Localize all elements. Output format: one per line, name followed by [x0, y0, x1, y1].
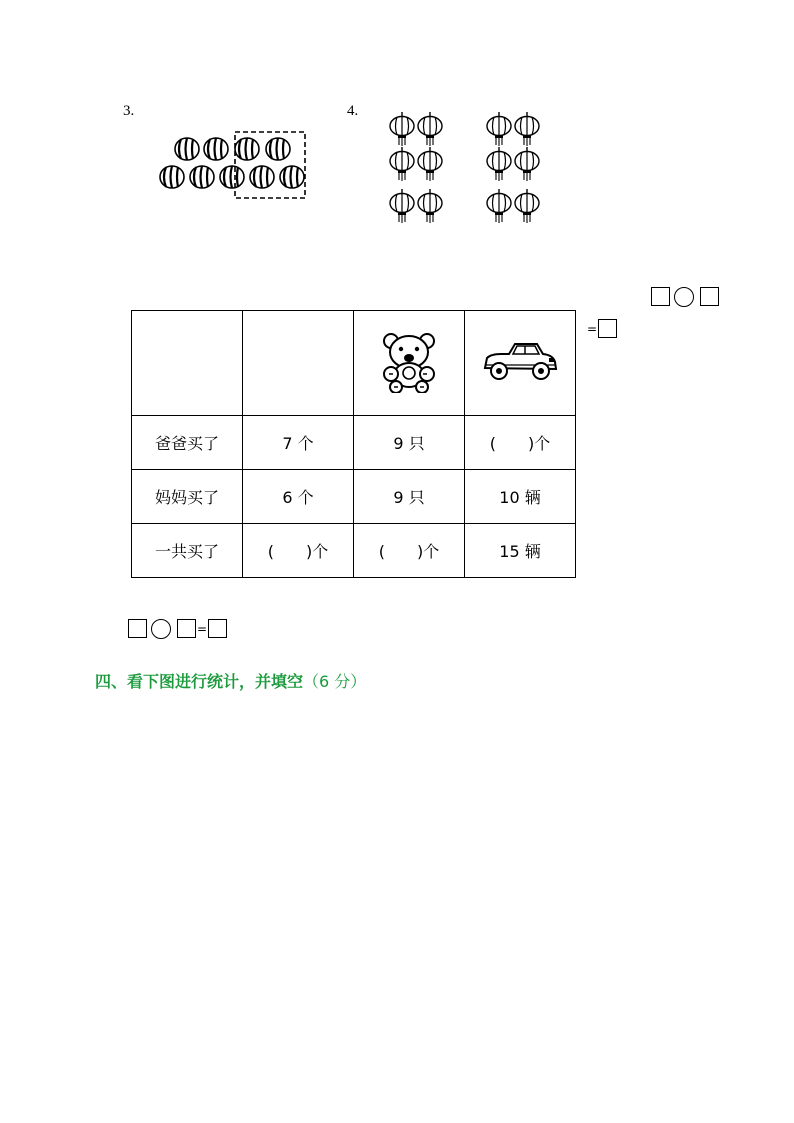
equation-top-row1 [651, 286, 719, 307]
table-row [132, 524, 576, 578]
purchase-table [131, 310, 576, 578]
watermelon-icon [280, 166, 304, 188]
table-cell: 9 只 [354, 416, 465, 470]
table-header-row [132, 311, 576, 416]
header-cell-car [465, 311, 576, 416]
table-cell: 10 辆 [465, 470, 576, 524]
answer-box[interactable] [651, 287, 670, 306]
lantern-icon [487, 147, 511, 181]
lantern-icon [487, 112, 511, 146]
header-cell-bear [354, 311, 465, 416]
problem-3-number: 3. [123, 103, 135, 119]
section-4-title: 四、看下图进行统计，并填空 [95, 672, 304, 691]
answer-box[interactable] [177, 619, 196, 638]
problem-4-number: 4. [347, 103, 359, 119]
lantern-icon [487, 189, 511, 223]
section-4-heading [95, 669, 366, 692]
operator-circle[interactable] [151, 619, 171, 639]
table-row [132, 470, 576, 524]
lantern-icon [515, 147, 539, 181]
lantern-icon [515, 189, 539, 223]
equals-sign: = [587, 321, 598, 336]
table-row [132, 416, 576, 470]
operator-circle[interactable] [674, 287, 694, 307]
table-cell: 7 个 [243, 416, 354, 470]
lantern-icon [418, 189, 442, 223]
lantern-icon [390, 189, 414, 223]
header-cell-blank [243, 311, 354, 416]
watermelon-icon [204, 138, 228, 160]
watermelon-icon [235, 138, 259, 160]
table-cell-blank-answer[interactable]: ( )个 [465, 416, 576, 470]
table-cell: 9 只 [354, 470, 465, 524]
table-cell-blank-answer[interactable]: ( )个 [243, 524, 354, 578]
table-cell: 6 个 [243, 470, 354, 524]
header-cell-empty [132, 311, 243, 416]
watermelon-icon [250, 166, 274, 188]
lantern-icon [390, 147, 414, 181]
watermelon-icon [190, 166, 214, 188]
equals-sign: = [197, 621, 208, 636]
watermelon-icon [266, 138, 290, 160]
lantern-icon [515, 112, 539, 146]
watermelon-group-illustration [155, 125, 315, 205]
watermelon-icon [160, 166, 184, 188]
lantern-icon [418, 112, 442, 146]
lantern-icon [418, 147, 442, 181]
equation-top-row2 [586, 318, 617, 338]
answer-box[interactable] [700, 287, 719, 306]
watermelon-icon [175, 138, 199, 160]
section-4-score: （6 分） [303, 672, 367, 691]
equation-bottom [128, 618, 227, 639]
answer-box[interactable] [208, 619, 227, 638]
row-label: 妈妈买了 [132, 470, 243, 524]
row-label: 爸爸买了 [132, 416, 243, 470]
table-cell: 15 辆 [465, 524, 576, 578]
watermelon-icon [220, 166, 244, 188]
lantern-icon [390, 112, 414, 146]
answer-box[interactable] [128, 619, 147, 638]
table-cell-blank-answer[interactable]: ( )个 [354, 524, 465, 578]
bear-icon [379, 329, 439, 393]
lantern-group-illustration [385, 110, 550, 225]
row-label: 一共买了 [132, 524, 243, 578]
car-icon [481, 338, 559, 384]
answer-box[interactable] [598, 319, 617, 338]
